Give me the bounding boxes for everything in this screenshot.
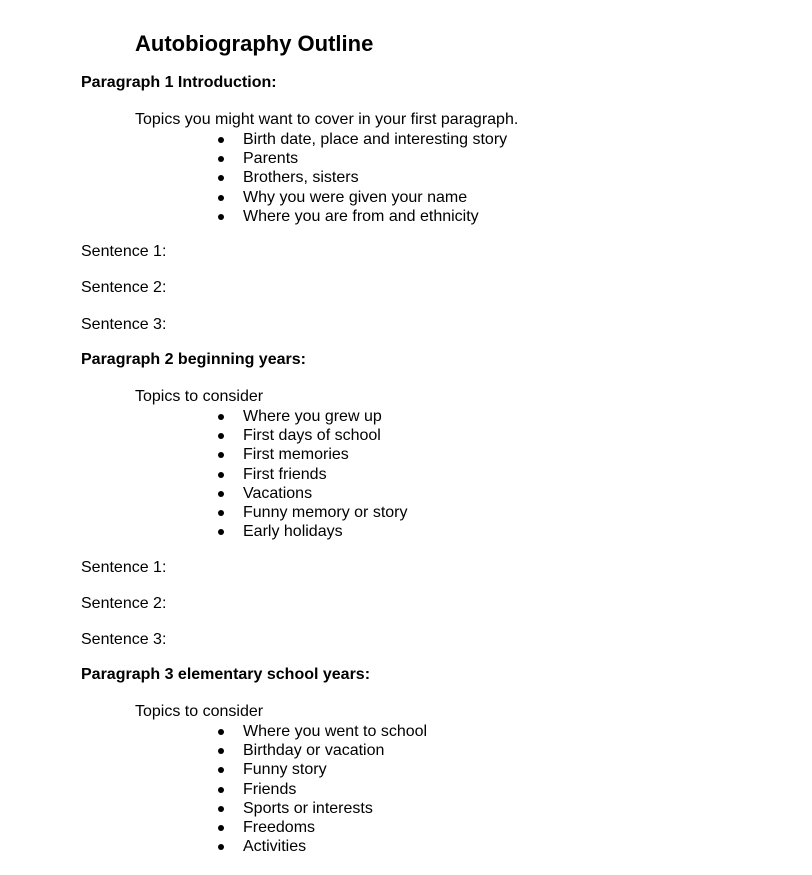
topic-item (215, 130, 507, 149)
section-2-sentence-2: Sentence 2: (81, 595, 167, 612)
bullet-icon (218, 767, 224, 773)
section-3-intro: Topics to consider (135, 703, 264, 720)
topic-item (215, 522, 407, 541)
bullet-icon (218, 156, 224, 162)
topic-text: Activities (243, 838, 307, 856)
topic-item (215, 722, 427, 741)
bullet-icon (218, 175, 224, 181)
topic-text: Freedoms (243, 818, 316, 836)
bullet-icon (218, 844, 224, 850)
bullet-icon (218, 748, 224, 754)
topic-text: Parents (243, 150, 299, 168)
bullet-icon (218, 729, 224, 735)
topic-item (215, 741, 427, 760)
section-1-sentence-2: Sentence 2: (81, 279, 167, 296)
topic-item (215, 445, 407, 464)
topic-item (215, 407, 407, 426)
section-3-heading: Paragraph 3 elementary school years: (81, 666, 371, 683)
bullet-icon (218, 825, 224, 831)
topic-item (215, 837, 427, 856)
bullet-icon (218, 529, 224, 535)
bullet-icon (218, 787, 224, 793)
topic-text: Birthday or vacation (243, 742, 385, 760)
section-2-topic-list (215, 407, 407, 541)
topic-text: Brothers, sisters (243, 169, 359, 187)
section-1-intro: Topics you might want to cover in your first paragraph. (135, 111, 519, 128)
section-1-topic-list (215, 130, 507, 226)
section-1-sentence-1: Sentence 1: (81, 243, 167, 260)
topic-text: Where you grew up (243, 408, 382, 425)
topic-text: Where you went to school (243, 723, 428, 740)
bullet-icon (218, 214, 224, 220)
topic-text: Early holidays (243, 523, 343, 541)
topic-item (215, 188, 507, 207)
topic-text: Funny story (243, 761, 327, 779)
topic-item (215, 484, 407, 503)
section-2-sentence-1: Sentence 1: (81, 559, 167, 576)
bullet-icon (218, 195, 224, 201)
document-title: Autobiography Outline (135, 31, 374, 56)
bullet-icon (218, 491, 224, 497)
bullet-icon (218, 806, 224, 812)
topic-text: Where you are from and ethnicity (243, 207, 479, 225)
topic-text: Funny memory or story (243, 503, 408, 521)
topic-text: First memories (243, 446, 349, 464)
topic-item (215, 799, 427, 818)
topic-text: Sports or interests (243, 799, 373, 817)
topic-text: Birth date, place and interesting story (243, 131, 508, 148)
topic-item (215, 149, 507, 168)
topic-item (215, 465, 407, 484)
bullet-icon (218, 137, 224, 143)
topic-text: First days of school (243, 427, 381, 445)
section-2-heading: Paragraph 2 beginning years: (81, 351, 306, 368)
topic-item (215, 760, 427, 779)
topic-item (215, 503, 407, 522)
topic-text: First friends (243, 465, 327, 483)
bullet-icon (218, 414, 224, 420)
topic-text: Why you were given your name (243, 188, 468, 206)
section-3-topic-list (215, 722, 427, 856)
section-2-sentence-3: Sentence 3: (81, 631, 167, 648)
topic-text: Vacations (243, 484, 313, 502)
topic-item (215, 207, 507, 226)
bullet-icon (218, 433, 224, 439)
topic-item (215, 426, 407, 445)
bullet-icon (218, 510, 224, 516)
topic-item (215, 780, 427, 799)
topic-text: Friends (243, 780, 297, 798)
topic-item (215, 168, 507, 187)
bullet-icon (218, 452, 224, 458)
section-1-sentence-3: Sentence 3: (81, 316, 167, 333)
section-2-intro: Topics to consider (135, 388, 264, 405)
bullet-icon (218, 472, 224, 478)
topic-item (215, 818, 427, 837)
section-1-heading: Paragraph 1 Introduction: (81, 74, 277, 91)
